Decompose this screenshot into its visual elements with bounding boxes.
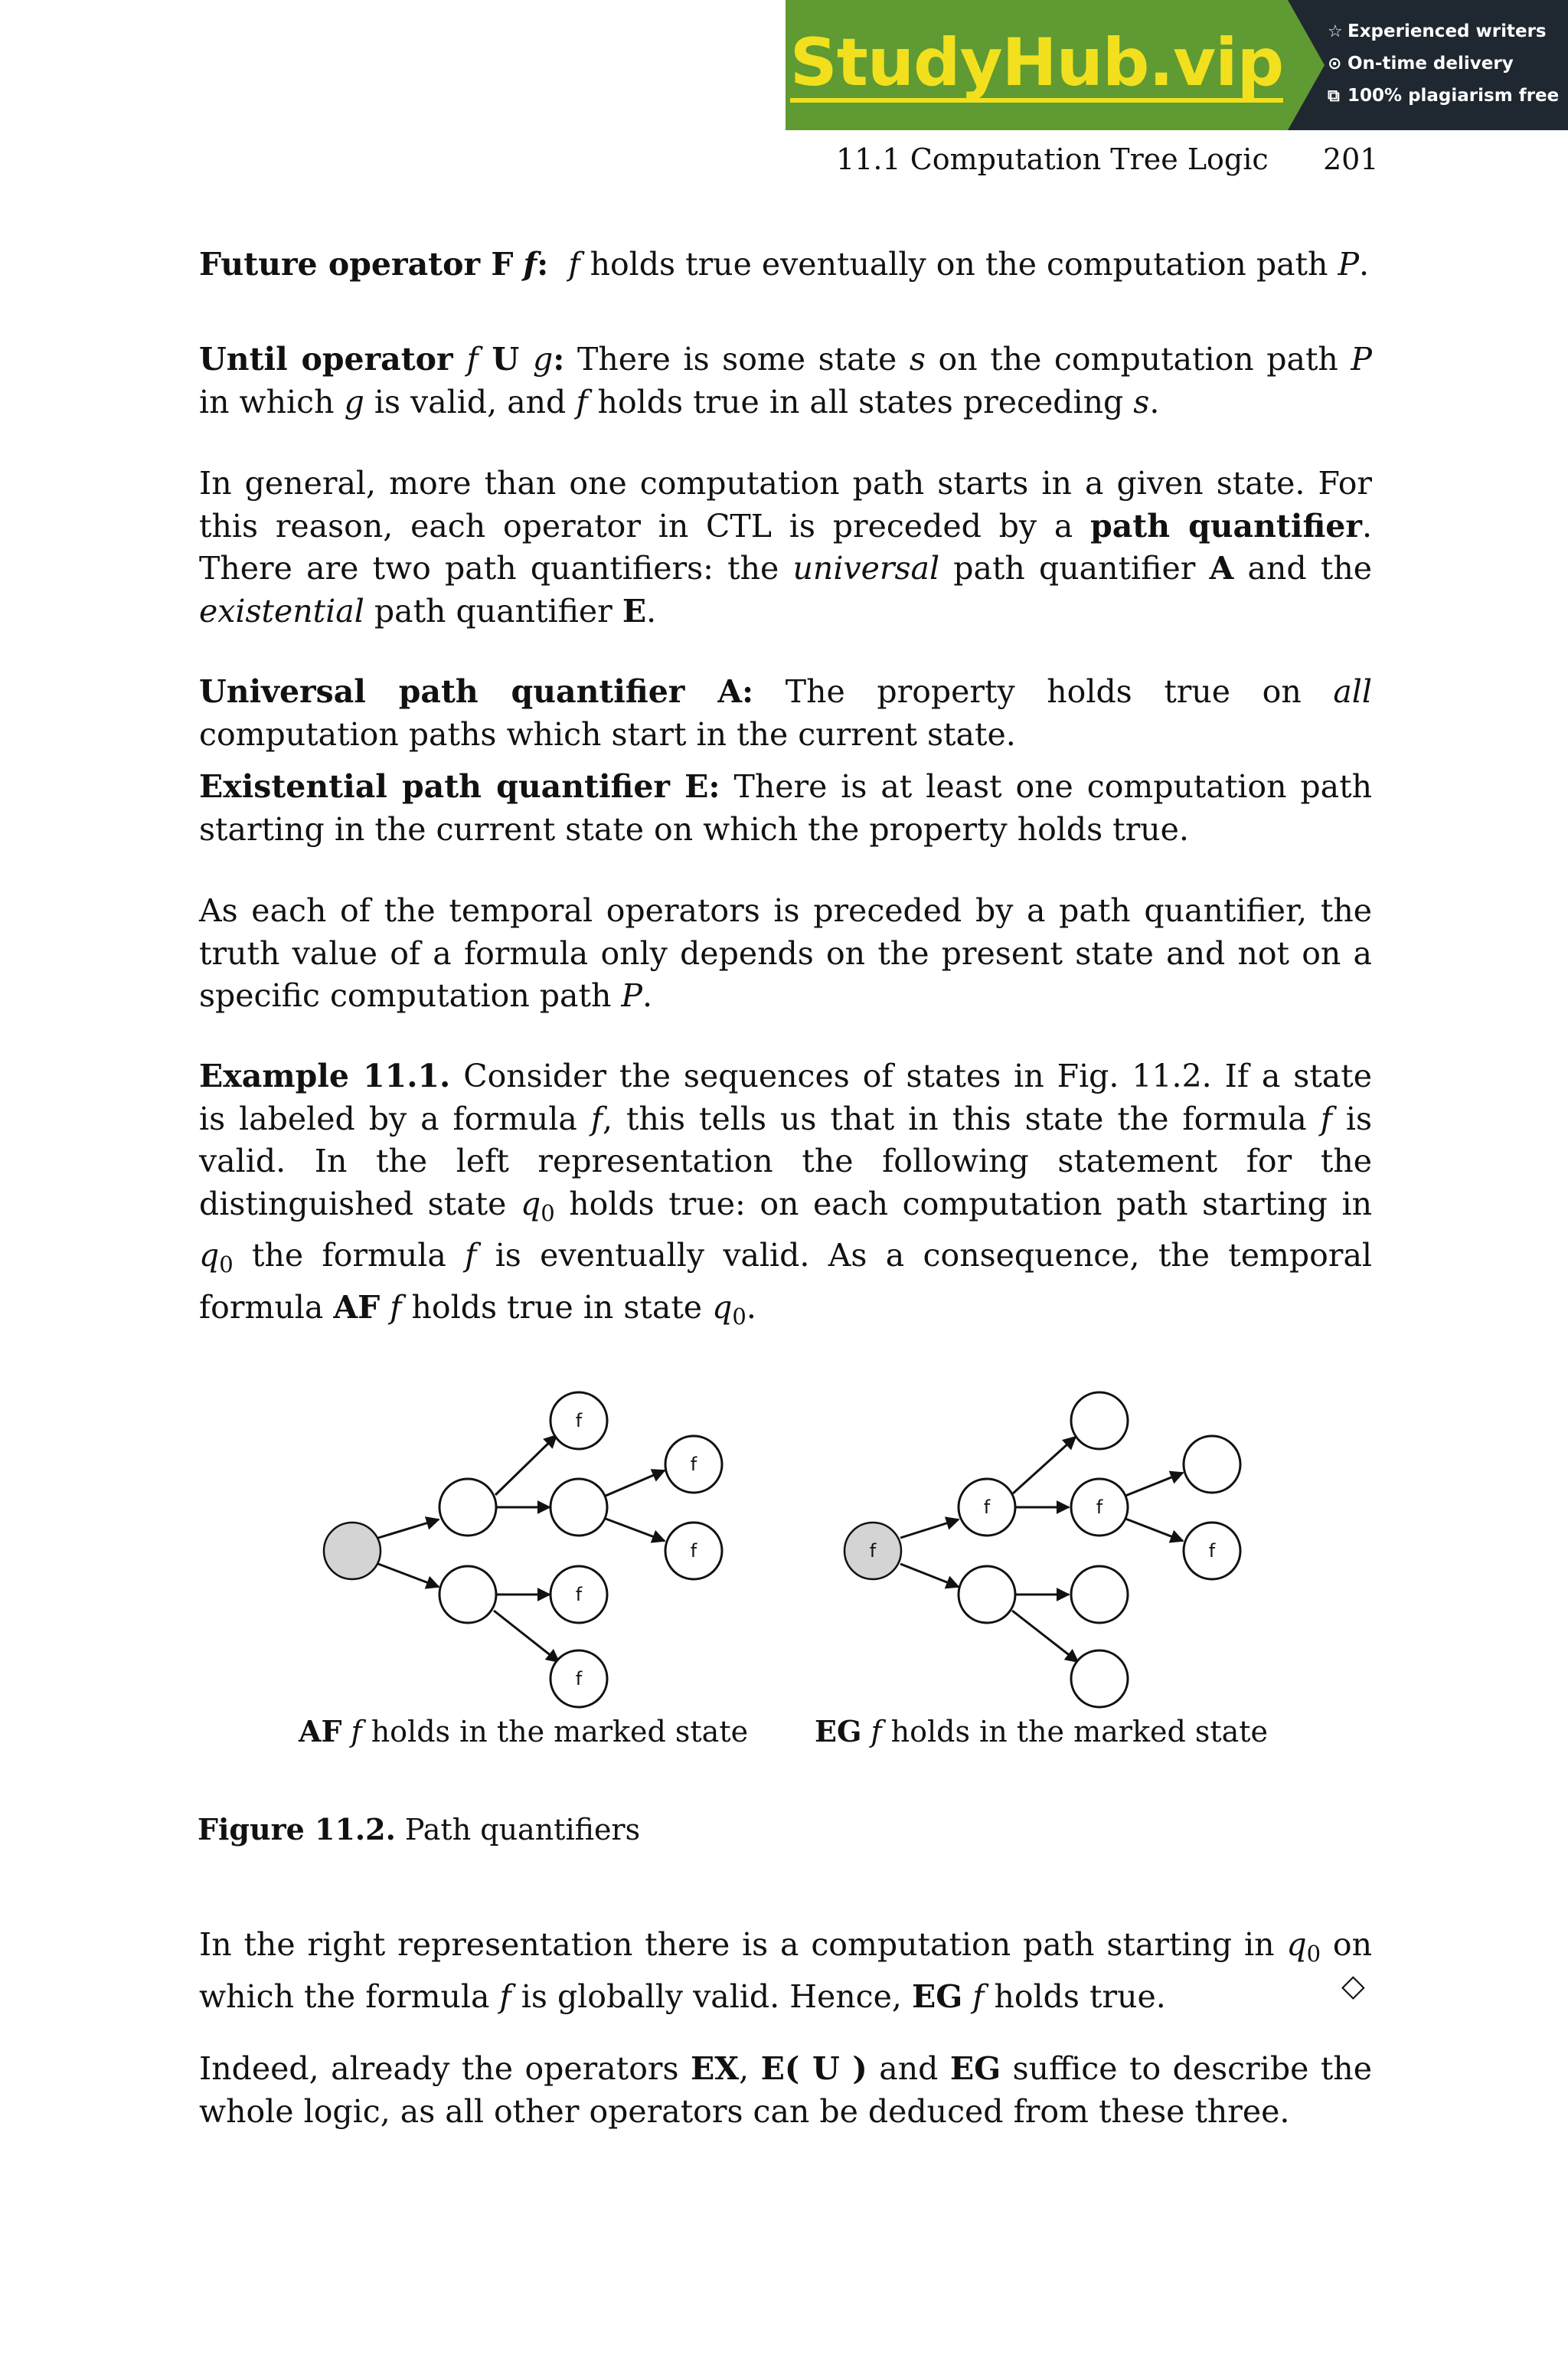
future-body-var: f	[568, 246, 580, 283]
banner-feature-delivery	[1328, 54, 1514, 74]
example-5: the formula	[233, 1237, 466, 1274]
future-var: f	[523, 246, 537, 283]
future-body: holds true eventually on the computation path	[580, 246, 1338, 283]
figure-label	[198, 1812, 640, 1846]
edge	[900, 1564, 959, 1587]
caption-left-bold: AF	[299, 1714, 342, 1748]
right-2: on which the formula	[199, 1926, 1373, 2015]
figure-label-bold: Figure 11.2.	[198, 1812, 396, 1846]
until-s2: s	[1133, 383, 1150, 420]
edge	[1125, 1473, 1183, 1496]
existential-label: Existential path quantifier E:	[199, 768, 720, 805]
aseach-P: P	[621, 977, 642, 1014]
caption-right-bold: EG	[815, 1714, 862, 1748]
example-paragraph	[199, 1055, 1372, 1338]
right-representation-paragraph	[199, 1924, 1372, 2018]
universal-2: computation paths which start in the current state.	[199, 715, 1016, 753]
state-node	[959, 1566, 1015, 1623]
section-title: 11.1 Computation Tree Logic	[836, 142, 1269, 176]
indeed-3: and	[867, 2050, 950, 2087]
example-7: holds true in state	[401, 1288, 713, 1326]
indeed-EX: EX	[691, 2050, 740, 2087]
example-8: .	[746, 1288, 756, 1326]
universal-label: Universal path quantifier A:	[199, 673, 754, 710]
banner-feature-label: 100% plagiarism free	[1348, 86, 1560, 106]
until-operator-def	[199, 339, 1372, 424]
until-s: s	[909, 341, 926, 378]
right-3: is globally valid. Hence,	[511, 1977, 912, 2015]
edge	[1013, 1437, 1076, 1493]
edge	[378, 1519, 439, 1538]
general-2: . There are two path quantifiers: the	[199, 507, 1372, 587]
example-q2-sub: 0	[219, 1251, 234, 1277]
state-node	[1071, 1566, 1128, 1623]
edge	[1125, 1519, 1183, 1541]
general-4: and the	[1233, 550, 1373, 587]
left-diagram-caption	[299, 1714, 748, 1748]
caption-right-rest: holds in the marked state	[881, 1715, 1269, 1748]
banner-feature-writers	[1328, 21, 1547, 41]
until-operator-label: Until operator	[199, 341, 467, 378]
node-label: f	[575, 1584, 583, 1605]
state-node	[439, 1479, 496, 1536]
edge	[900, 1519, 959, 1538]
indeed-paragraph	[199, 2048, 1372, 2133]
caption-right-var: f	[861, 1715, 882, 1748]
indeed-EG: EG	[949, 2050, 1001, 2087]
banner-feature-label: On-time delivery	[1348, 54, 1514, 74]
until-f: f	[466, 341, 479, 378]
until-g2: g	[344, 383, 364, 420]
banner-feature-label: Experienced writers	[1348, 21, 1547, 41]
future-path: P	[1338, 246, 1360, 283]
right-f: f	[499, 1977, 511, 2015]
general-A: A	[1209, 550, 1234, 587]
until-body-1: There is some state	[564, 341, 910, 378]
universal-quantifier-def	[199, 671, 1372, 756]
state-node	[1184, 1436, 1240, 1493]
edge	[606, 1470, 665, 1496]
node-label: f	[869, 1540, 877, 1562]
figure-label-text: Path quantifiers	[395, 1813, 641, 1846]
right-1: In the right representation there is a computation path starting in	[199, 1926, 1287, 1963]
right-q: q	[1286, 1926, 1307, 1963]
page-number: 201	[1323, 142, 1379, 176]
example-f1: f	[590, 1100, 603, 1137]
node-label: f	[1208, 1540, 1216, 1562]
banner-arrow-shape	[1288, 0, 1325, 130]
right-tree	[844, 1392, 1240, 1707]
node-label: f	[1096, 1496, 1103, 1518]
state-node	[1071, 1392, 1128, 1449]
example-AF: AF	[333, 1288, 381, 1326]
future-colon: :	[537, 246, 549, 283]
state-node	[1071, 1650, 1128, 1707]
until-body-3: in which	[199, 383, 345, 420]
until-colon: :	[553, 341, 565, 378]
general-bold: path quantifier	[1090, 507, 1362, 545]
edge	[1012, 1611, 1078, 1662]
general-universal: universal	[792, 550, 940, 587]
edge	[494, 1611, 559, 1662]
indeed-4: suffice to describe the whole logic, as all other operators can be deduced from these three.	[199, 2050, 1372, 2130]
existential-quantifier-def	[199, 766, 1372, 851]
node-label: f	[690, 1540, 697, 1562]
right-diagram-caption	[815, 1714, 1268, 1748]
copy-icon: ⧉	[1328, 87, 1340, 106]
example-f4: f	[380, 1288, 402, 1326]
until-body-4: is valid, and	[364, 383, 577, 420]
example-2: , this tells us that in this state the formula	[603, 1100, 1321, 1137]
general-3: path quantifier	[939, 550, 1210, 587]
aseach-1: As each of the temporal operators is preceded by a path quantifier, the truth value of a formula only depends on the present state and not on a specific computation path	[199, 892, 1372, 1014]
right-4: holds true.	[984, 1977, 1166, 2015]
state-node	[439, 1566, 496, 1623]
figure-11-2	[0, 1363, 1568, 1792]
marked-state-q0	[324, 1523, 381, 1579]
example-f2: f	[1320, 1100, 1332, 1137]
example-1: Consider the sequences of states in Fig. 11.2. If a state is labeled by a formula	[199, 1058, 1372, 1137]
node-label: f	[575, 1410, 583, 1431]
until-body-5: holds true in all states preceding	[587, 383, 1134, 420]
indeed-1: Indeed, already the operators	[199, 2050, 691, 2087]
figure-diagrams	[0, 1363, 1568, 1716]
example-q-sub: 0	[541, 1199, 555, 1226]
example-q2: q	[199, 1237, 220, 1274]
right-f2: f	[962, 1977, 985, 2015]
example-6: is eventually valid. As a consequence, the temporal formula	[199, 1237, 1373, 1326]
truth-value-paragraph	[199, 890, 1372, 1018]
general-1: In general, more than one computation path starts in a given state. For this reason, each operator in CTL is preceded by a	[199, 465, 1372, 545]
example-q3-sub: 0	[732, 1303, 746, 1330]
until-f2: f	[576, 383, 588, 420]
node-label: f	[575, 1668, 583, 1689]
universal-all: all	[1333, 673, 1373, 710]
future-end: .	[1359, 246, 1370, 283]
general-6: .	[646, 592, 657, 630]
banner-features	[1288, 0, 1568, 130]
running-head	[836, 142, 1379, 176]
clock-icon: ⊙	[1328, 54, 1342, 74]
edge	[378, 1564, 439, 1587]
star-icon: ☆	[1328, 22, 1343, 41]
until-end: .	[1149, 383, 1160, 420]
state-node	[550, 1479, 607, 1536]
left-tree	[324, 1392, 722, 1707]
general-existential: existential	[199, 592, 364, 630]
node-label: f	[690, 1454, 697, 1475]
end-of-example-diamond-icon: ◇	[1341, 1968, 1365, 2003]
node-label: f	[983, 1496, 991, 1518]
example-f3: f	[465, 1237, 477, 1274]
existential-body: There is at least one computation path starting in the current state on which the property holds true.	[199, 768, 1373, 848]
example-3: is valid. In the left representation the following statement for the distinguished state	[199, 1100, 1373, 1222]
right-q-sub: 0	[1306, 1941, 1321, 1967]
example-label: Example 11.1.	[199, 1058, 451, 1094]
until-body-2: on the computation path	[925, 341, 1351, 378]
right-EG: EG	[911, 1977, 963, 2015]
caption-left-rest: holds in the marked state	[361, 1715, 749, 1748]
caption-left-var: f	[341, 1715, 362, 1748]
until-U: U	[478, 341, 534, 378]
general-E: E	[622, 592, 647, 630]
banner-feature-plagiarism	[1328, 86, 1559, 106]
ad-banner[interactable]	[786, 0, 1568, 130]
aseach-2: .	[642, 977, 653, 1014]
edge	[606, 1519, 665, 1541]
until-g: g	[533, 341, 554, 378]
indeed-2: ,	[739, 2050, 761, 2087]
universal-1: The property holds true on	[753, 673, 1334, 710]
example-q: q	[520, 1185, 541, 1222]
banner-logo-area[interactable]	[786, 0, 1288, 130]
path-quantifier-paragraph	[199, 463, 1372, 633]
studyhub-logo[interactable]: StudyHub.vip	[789, 25, 1284, 101]
example-4: holds true: on each computation path starting in	[554, 1185, 1372, 1222]
future-operator-label: Future operator F	[199, 246, 514, 283]
general-5: path quantifier	[364, 592, 622, 630]
until-P: P	[1351, 341, 1373, 378]
edge	[495, 1435, 557, 1495]
future-operator-def	[199, 244, 1372, 286]
indeed-EU: E( U )	[760, 2050, 867, 2087]
example-q3: q	[712, 1288, 733, 1326]
